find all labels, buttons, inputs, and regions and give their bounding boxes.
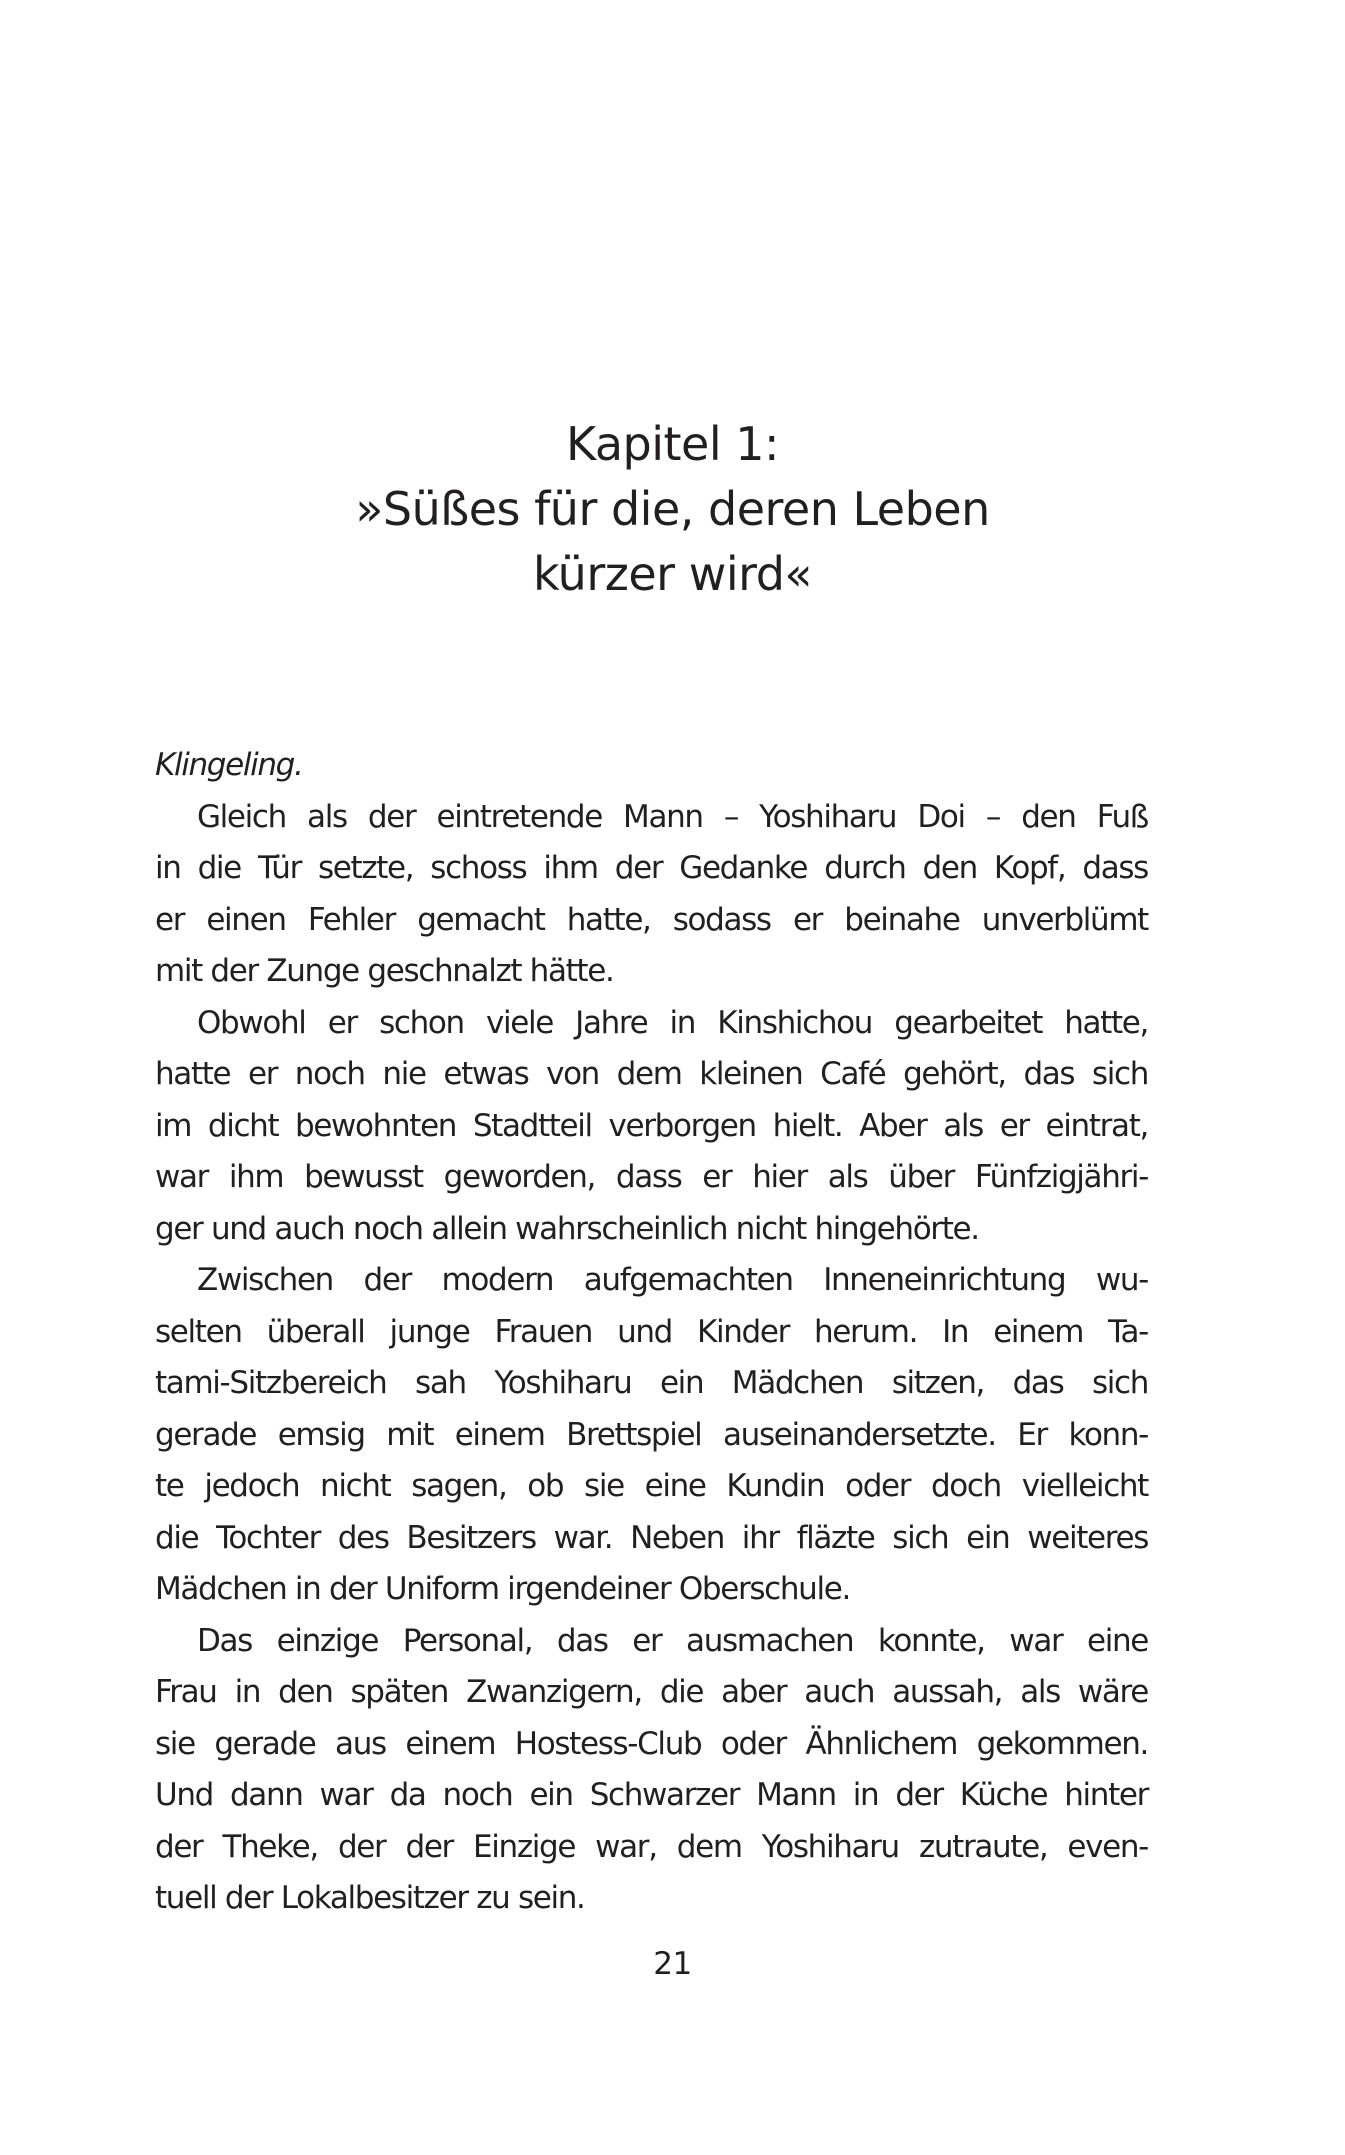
chapter-title-line-main: »Süßes für die, deren Leben — [355, 482, 990, 536]
text-line: in die Tür setzte, schoss ihm der Gedanke durch den Kopf, dass — [155, 850, 1148, 886]
chapter-title — [0, 412, 1345, 607]
page-number: 21 — [653, 1946, 692, 1982]
paragraph-1 — [155, 792, 1148, 998]
text-line: te jedoch nicht sagen, ob sie eine Kundin oder doch vielleicht — [155, 1468, 1148, 1504]
text-line: Gleich als der eintretende Mann – Yoshiharu Doi – den Fuß — [197, 798, 1148, 835]
text-line: er einen Fehler gemacht hatte, sodass er beinahe unverblümt — [155, 901, 1148, 938]
chapter-title-line-number: Kapitel 1: — [565, 417, 780, 471]
text-line: im dicht bewohnten Stadtteil verborgen hielt. Aber als er eintrat, — [155, 1107, 1148, 1144]
text-line: Frau in den späten Zwanzigern, die aber auch aussah, als wäre — [155, 1674, 1148, 1710]
text-line: Obwohl er schon viele Jahre in Kinshichou gearbeitet hatte, — [197, 1004, 1148, 1041]
text-line: Und dann war da noch ein Schwarzer Mann in der Küche hinter — [155, 1777, 1148, 1813]
paragraph-4 — [155, 1616, 1148, 1925]
paragraph-3 — [155, 1255, 1148, 1616]
chapter-body — [155, 740, 1148, 1925]
text-line: sie gerade aus einem Hostess-Club oder Ähnlichem gekommen. — [155, 1725, 1148, 1762]
text-line: gerade emsig mit einem Brettspiel auseinandersetzte. Er konn- — [155, 1416, 1148, 1453]
text-line: mit der Zunge geschnalzt hätte. — [155, 953, 614, 989]
text-line: war ihm bewusst geworden, dass er hier als über Fünfzigjähri- — [155, 1159, 1148, 1195]
text-line: selten überall junge Frauen und Kinder herum. In einem Ta- — [155, 1313, 1148, 1350]
text-line: tami-Sitzbereich sah Yoshiharu ein Mädchen sitzen, das sich — [155, 1365, 1148, 1401]
text-line: ger und auch noch allein wahrscheinlich nicht hingehörte. — [155, 1210, 979, 1247]
text-line: Zwischen der modern aufgemachten Inneneinrichtung wu- — [197, 1262, 1148, 1298]
chapter-title-line-end: kürzer wird« — [532, 547, 813, 601]
text-line: tuell der Lokalbesitzer zu sein. — [155, 1880, 585, 1916]
paragraph-2 — [155, 998, 1148, 1256]
text-line: die Tochter des Besitzers war. Neben ihr fläzte sich ein weiteres — [155, 1519, 1148, 1556]
text-line: Mädchen in der Uniform irgendeiner Oberschule. — [155, 1571, 850, 1607]
opening-onomatopoeia: Klingeling. — [155, 747, 303, 783]
text-line: hatte er noch nie etwas von dem kleinen Café gehört, das sich — [155, 1056, 1148, 1092]
text-line: der Theke, der der Einzige war, dem Yoshiharu zutraute, even- — [155, 1828, 1148, 1865]
text-line: Das einzige Personal, das er ausmachen konnte, war eine — [197, 1622, 1148, 1659]
